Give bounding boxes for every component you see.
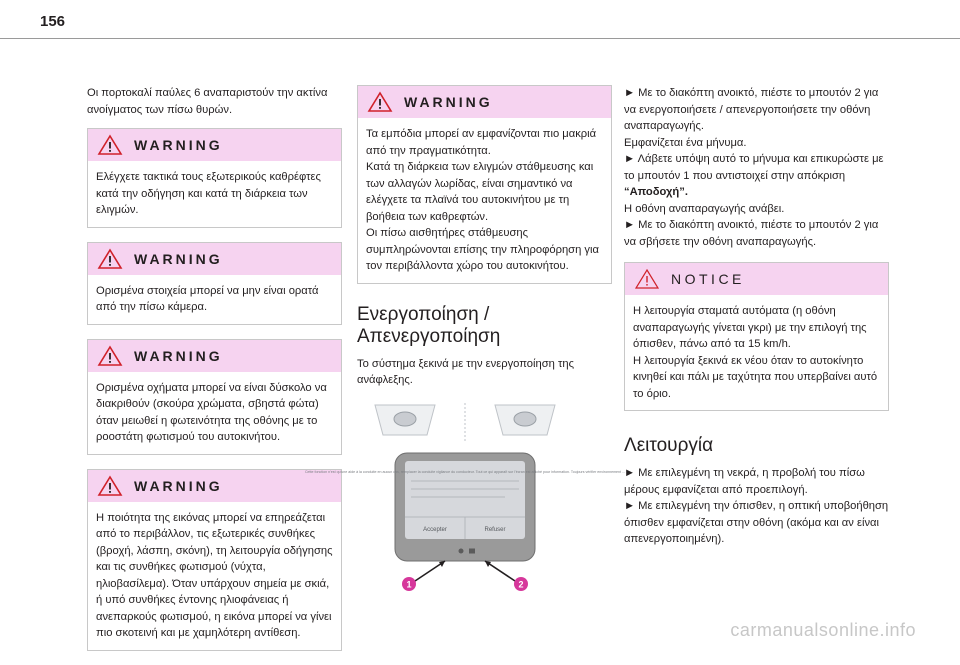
page-number: 156 xyxy=(40,13,66,30)
warning-body: Ελέγχετε τακτικά τους εξωτερικούς καθρέφτες κατά την οδήγηση και κατά τη διάρκεια των ελιγμών. xyxy=(96,171,321,216)
instruction-line: Η οθόνη αναπαραγωγής ανάβει. xyxy=(624,202,785,215)
warning-body: Ορισμένα οχήματα μπορεί να είναι δύσκολο να διακριθούν (σκούρα χρώματα, σβηστά φώτα) όταν μειωθεί η φωτεινότητα της οθόνης με το ροοστάτη φωτισμού του αυτοκινήτου. xyxy=(96,381,327,443)
warning-box-5 xyxy=(357,85,612,284)
section-title-activation: Ενεργοποίηση / Απενεργοποίηση xyxy=(357,303,501,347)
camera-icon xyxy=(469,548,475,553)
column-1 xyxy=(87,85,342,665)
warning-box-2 xyxy=(87,242,342,325)
svg-text:2: 2 xyxy=(518,579,524,589)
warning-line: Οι πίσω αισθητήρες στάθμευσης συμπληρώνονται επίσης την πληροφόρηση για τον περιβάλλοντα χώρο του αυτοκινήτου. xyxy=(366,227,599,272)
instruction-line: “Αποδοχή”. xyxy=(624,186,688,198)
watermark: carmanualsonline.info xyxy=(730,620,916,640)
section-title-operation: Λειτουργία xyxy=(624,435,714,456)
operation-text xyxy=(624,465,889,548)
camera-toggle-button[interactable] xyxy=(459,548,464,553)
warning-triangle-icon xyxy=(98,249,122,269)
instruction-line: ► Λάβετε υπόψη αυτό το μήνυμα και επικυρώστε με το μπουτόν 1 που αντιστοιχεί στην απόκριση xyxy=(624,153,884,182)
warning-body xyxy=(358,118,611,283)
svg-text:1: 1 xyxy=(406,579,412,589)
warning-triangle-icon xyxy=(98,346,122,366)
notice-box xyxy=(624,262,889,411)
column-3 xyxy=(624,85,889,558)
camera-display-illustration xyxy=(304,401,626,597)
warning-title: WARNING xyxy=(134,477,223,494)
warning-line: Κατά τη διάρκεια των ελιγμών στάθμευσης και των αλλαγών λωρίδας, είναι σημαντικό να ελέγχετε τα πλαϊνά του αυτοκινήτου με τη βοήθεια των καθρεφτών. xyxy=(366,161,594,223)
warning-box-4 xyxy=(87,469,342,651)
warning-title: WARNING xyxy=(134,250,223,267)
warning-line: Τα εμπόδια μπορεί αν εμφανίζονται πιο μακριά από την πραγματικότητα. xyxy=(366,128,597,157)
refuse-button[interactable]: Refuser xyxy=(484,526,506,533)
notice-line: Η λειτουργία ξεκινά εκ νέου όταν το αυτοκίνητο κινηθεί και πάλι με ταχύτητα που υπερβαίνει αυτό το όριο. xyxy=(633,354,878,400)
activation-text: Το σύστημα ξεκινά με την ενεργοποίηση της ανάφλεξης. xyxy=(357,357,575,386)
intro-paragraph: Οι πορτοκαλί παύλες 6 αναπαριστούν την ακτίνα ανοίγματος των πίσω θυρών. xyxy=(87,87,328,116)
header-rule xyxy=(0,38,960,39)
operation-line: ► Με επιλεγμένη την όπισθεν, η οπτική υποβοήθηση όπισθεν εμφανίζεται στην οθόνη (ακόμα και αν είναι απενεργοποιημένη). xyxy=(624,500,889,545)
notice-body xyxy=(625,295,888,410)
screen-figure xyxy=(304,401,626,597)
warning-body: Η ποιότητα της εικόνας μπορεί να επηρεάζεται από το περιβάλλον, τις εξωτερικές συνθήκες (βροχή, λάσπη, σκόνη), τη λειτουργία οδήγησης και τις συνθήκες φωτισμού (νύχτα, ηλιοβασίλεμα). Όταν υπάρχουν σημεία με σκιά, ή υπό συνθήκες έντονης ηλιοφάνειας ή ανεπαρκούς φωτισμού, η εικόνα μπορεί να γίνει πιο σκοτεινή και με χαμηλότερη αντίθεση. xyxy=(96,511,333,639)
notice-triangle-icon xyxy=(635,269,659,289)
warning-title: WARNING xyxy=(134,137,223,153)
instruction-line: ► Με το διακόπτη ανοικτό, πιέστε το μπουτόν 2 για να ενεργοποιήσετε / απενεργοποιήσετε την οθόνη αναπαραγωγής. xyxy=(624,87,879,132)
instructions xyxy=(624,85,889,250)
warning-title: WARNING xyxy=(404,94,493,110)
warning-body: Ορισμένα στοιχεία μπορεί να μην είναι ορατά από την πίσω κάμερα. xyxy=(96,284,319,313)
screen-message: Cette fonction n'est qu'une aide à la conduite en aucun cas, remplacer la conduite vigilance du conducteur. Tout ce qui apparaît sur l'écran est affiché pour information. Toujours vérifier environnement ... xyxy=(304,469,626,474)
warning-triangle-icon xyxy=(98,135,122,155)
warning-triangle-icon xyxy=(368,92,392,112)
warning-title: WARNING xyxy=(134,347,223,364)
warning-box-1 xyxy=(87,128,342,228)
instruction-line: ► Με το διακόπτη ανοικτό, πιέστε το μπουτόν 2 για να σβήσετε την οθόνη αναπαραγωγής. xyxy=(624,219,879,248)
notice-title: NOTICE xyxy=(671,271,745,287)
column-2 xyxy=(304,85,626,597)
warning-box-3 xyxy=(87,339,342,455)
accept-button[interactable]: Accepter xyxy=(423,526,447,533)
notice-line: Η λειτουργία σταματά αυτόματα (η οθόνη αναπαραγωγής γίνεται γκρι) με την επιλογή της όπισθεν, πάνω από τα 15 km/h. xyxy=(633,305,867,350)
instruction-line: Εμφανίζεται ένα μήνυμα. xyxy=(624,136,747,149)
operation-line: ► Με επιλεγμένη τη νεκρά, η προβολή του πίσω μέρους εμφανίζεται από προεπιλογή. xyxy=(624,467,865,496)
warning-triangle-icon xyxy=(98,476,122,496)
